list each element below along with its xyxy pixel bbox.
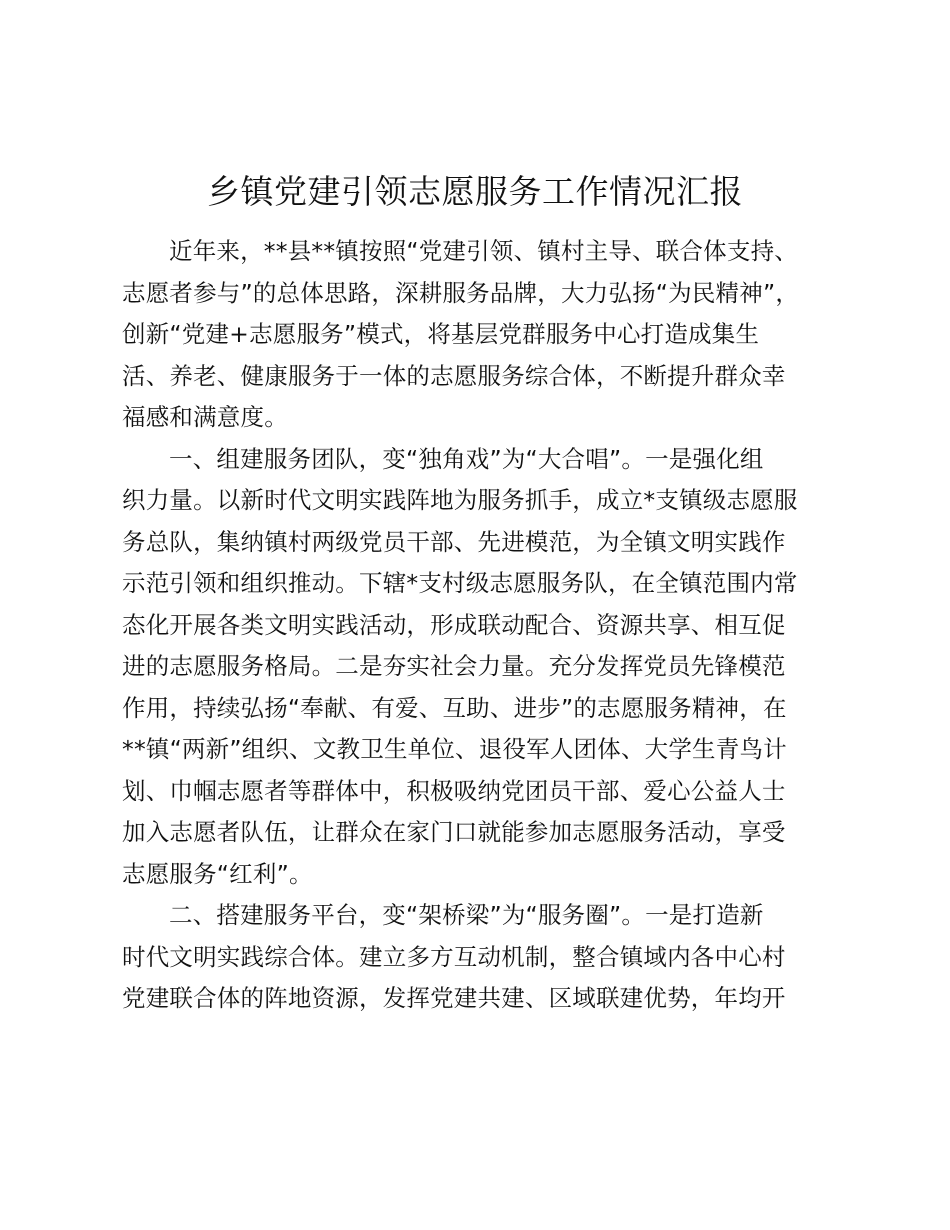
text-line: 党建联合体的阵地资源，发挥党建共建、区域联建优势，年均开 bbox=[122, 984, 786, 1012]
paragraph-section-one bbox=[122, 439, 834, 896]
text-line: 福感和满意度。 bbox=[122, 403, 288, 431]
text-line: 织力量。以新时代文明实践阵地为服务抓手，成立*支镇级志愿服 bbox=[122, 486, 798, 514]
text-line: 一、组建服务团队，变“独角戏”为“大合唱”。一是强化组 bbox=[169, 444, 764, 473]
text-line: 创新“党建+志愿服务”模式，将基层党群服务中心打造成集生 bbox=[122, 320, 760, 348]
text-line: 态化开展各类文明实践活动，形成联动配合、资源共享、相互促 bbox=[122, 610, 786, 639]
paragraph-intro bbox=[122, 231, 834, 439]
text-line: 近年来，**县**镇按照“党建引领、镇村主导、联合体支持、 bbox=[169, 237, 798, 265]
text-line: 划、巾帼志愿者等群体中，积极吸纳党团员干部、爱心公益人士 bbox=[122, 776, 786, 805]
text-line: 活、养老、健康服务于一体的志愿服务综合体，不断提升群众幸 bbox=[122, 361, 786, 390]
text-line: 二、搭建服务平台，变“架桥梁”为“服务圈”。一是打造新 bbox=[169, 901, 764, 929]
paragraph-section-two bbox=[122, 895, 834, 1020]
text-line: 志愿服务“红利”。 bbox=[122, 859, 313, 888]
text-line: 志愿者参与”的总体思路，深耕服务品牌，大力弘扬“为民精神”， bbox=[122, 278, 800, 307]
text-line: **镇“两新”组织、文教卫生单位、退役军人团体、大学生青鸟计 bbox=[122, 735, 787, 763]
text-line: 务总队，集纳镇村两级党员干部、先进模范，为全镇文明实践作 bbox=[122, 527, 786, 556]
text-line: 加入志愿者队伍，让群众在家门口就能参加志愿服务活动，享受 bbox=[122, 818, 786, 846]
text-line: 进的志愿服务格局。二是夯实社会力量。充分发挥党员先锋模范 bbox=[122, 652, 786, 680]
text-line: 作用，持续弘扬“奉献、有爱、互助、进步”的志愿服务精神，在 bbox=[122, 693, 787, 722]
document-body bbox=[122, 231, 834, 1020]
text-line: 时代文明实践综合体。建立多方互动机制，整合镇域内各中心村 bbox=[122, 942, 786, 971]
document-title: 乡镇党建引领志愿服务工作情况汇报 bbox=[207, 172, 743, 211]
text-line: 示范引领和组织推动。下辖*支村级志愿服务队，在全镇范围内常 bbox=[122, 569, 798, 597]
